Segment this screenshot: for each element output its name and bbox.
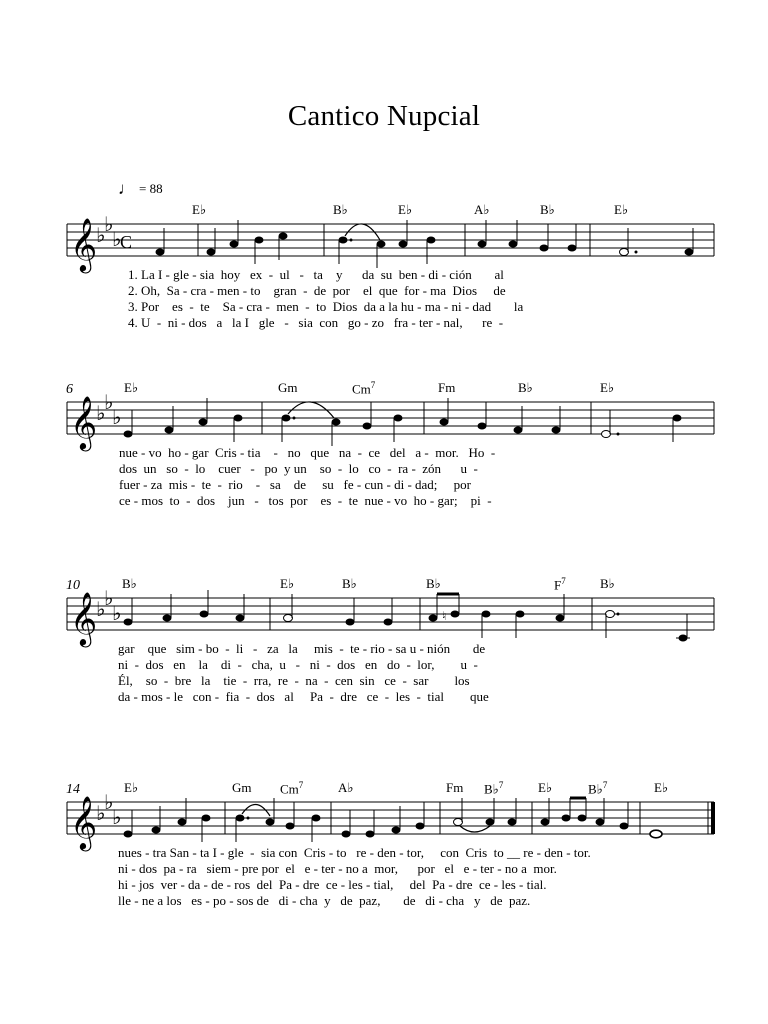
treble-clef-icon: 𝄞: [70, 591, 98, 645]
staff-system-4: [0, 778, 768, 958]
chord-symbol: Gm: [232, 780, 252, 795]
lyric-line-verse-4: 4. U - ni - dos a la I gle - sia con go - zo fra - ter - nal, re -: [128, 315, 504, 330]
chord-symbol: Gm: [278, 380, 298, 395]
chord-symbol: E♭: [654, 780, 669, 795]
lyric-line-verse-1: nues - tra San - ta I - gle - sia con Cris - to re - den - tor, con Cris to __ re - den - tor.: [118, 845, 591, 860]
quarter-note-icon: ♩: [118, 179, 135, 198]
chord-symbol: E♭: [538, 780, 553, 795]
svg-text:♭: ♭: [96, 597, 106, 621]
svg-text:♮: ♮: [442, 609, 447, 623]
measure-number: 14: [66, 782, 80, 797]
chord-symbol: Fm: [438, 380, 456, 395]
chord-symbol: Cm$^7$: [280, 780, 304, 797]
chord-symbol: E♭: [124, 380, 139, 395]
svg-text:♭: ♭: [96, 801, 106, 825]
lyric-line-verse-4: da - mos - le con - fia - dos al Pa - dre ce - les - tial que: [118, 689, 489, 704]
lyric-line-verse-4: lle - ne a los es - po - sos de di - cha y de paz, de di - cha y de paz.: [118, 893, 531, 908]
svg-text:♭: ♭: [96, 401, 106, 425]
chord-symbol: Cm$^7$: [352, 380, 376, 397]
svg-text:♭: ♭: [104, 390, 114, 414]
song-title: Cantico Nupcial: [287, 100, 481, 132]
lyric-line-verse-2: dos un so - lo cuer - po y un so - lo co - ra - zón u -: [119, 461, 478, 476]
tempo-value: = 88: [139, 181, 163, 196]
chord-symbol: B♭: [600, 576, 615, 591]
common-time-icon: C: [120, 232, 133, 252]
chord-symbol: E♭: [600, 380, 615, 395]
chord-symbol: B♭$^7$: [588, 780, 608, 797]
measure-number: 10: [66, 578, 80, 593]
chord-symbol: A♭: [474, 202, 490, 217]
chord-symbol: E♭: [124, 780, 139, 795]
chord-symbol: E♭: [280, 576, 295, 591]
lyric-line-verse-1: nue - vo ho - gar Cris - tia - no que na - ce del a - mor. Ho -: [119, 445, 496, 460]
chord-symbol: B♭: [426, 576, 441, 591]
staff-system-1: [0, 200, 768, 380]
svg-text:♭: ♭: [112, 405, 122, 429]
chord-symbol: B♭$^7$: [484, 780, 504, 797]
lyric-line-verse-2: ni - dos pa - ra siem - pre por el e - ter - no a mor, por el e - ter - no a mor.: [118, 861, 557, 876]
lyric-line-verse-3: fuer - za mis - te - rio - sa de su fe - cun - di - dad; por: [119, 477, 471, 492]
svg-text:♭: ♭: [96, 223, 106, 247]
chord-symbol: B♭: [518, 380, 533, 395]
svg-text:♭: ♭: [104, 586, 114, 610]
chord-symbol: B♭: [342, 576, 357, 591]
chord-symbol: E♭: [192, 202, 207, 217]
lyric-line-verse-3: Él, so - bre la tie - rra, re - na - cen sin ce - sar los: [118, 673, 470, 688]
lyric-line-verse-4: ce - mos to - dos jun - tos por es - te nue - vo ho - gar; pi -: [119, 493, 492, 508]
chord-symbol: Fm: [446, 780, 464, 795]
chord-symbol: B♭: [540, 202, 555, 217]
chord-symbol: A♭: [338, 780, 354, 795]
measure-number: 6: [66, 382, 73, 397]
chord-symbol: E♭: [398, 202, 413, 217]
svg-text:♭: ♭: [112, 805, 122, 829]
treble-clef-icon: 𝄞: [70, 395, 98, 449]
chord-symbol: $F^7$: [554, 576, 566, 593]
chord-symbol: B♭: [122, 576, 137, 591]
lyric-line-verse-1: 1. La I - gle - sia hoy ex - ul - ta y da su ben - di - ción al: [128, 267, 504, 282]
lyric-line-verse-3: 3. Por es - te Sa - cra - men - to Dios da a la hu - ma - ni - dad la: [128, 299, 524, 314]
tempo-marking: [118, 178, 163, 198]
lyric-line-verse-1: gar que sim - bo - li - za la mis - te - rio - sa u - nión de: [118, 641, 486, 656]
lyric-line-verse-2: 2. Oh, Sa - cra - men - to gran - de por el que for - ma Dios de: [128, 283, 506, 298]
svg-text:♭: ♭: [112, 227, 122, 251]
svg-text:♭: ♭: [104, 790, 114, 814]
treble-clef-icon: 𝄞: [70, 217, 98, 271]
chord-symbol: E♭: [614, 202, 629, 217]
chord-symbol: B♭: [333, 202, 348, 217]
staff-system-3: [0, 574, 768, 754]
staff-system-2: [0, 378, 768, 558]
svg-text:♭: ♭: [112, 601, 122, 625]
svg-text:♭: ♭: [104, 212, 114, 236]
lyric-line-verse-2: ni - dos en la di - cha, u - ni - dos en do - lor, u -: [118, 657, 478, 672]
treble-clef-icon: 𝄞: [70, 795, 98, 849]
lyric-line-verse-3: hi - jos ver - da - de - ros del Pa - dre ce - les - tial, del Pa - dre ce - les - tial.: [118, 877, 547, 892]
